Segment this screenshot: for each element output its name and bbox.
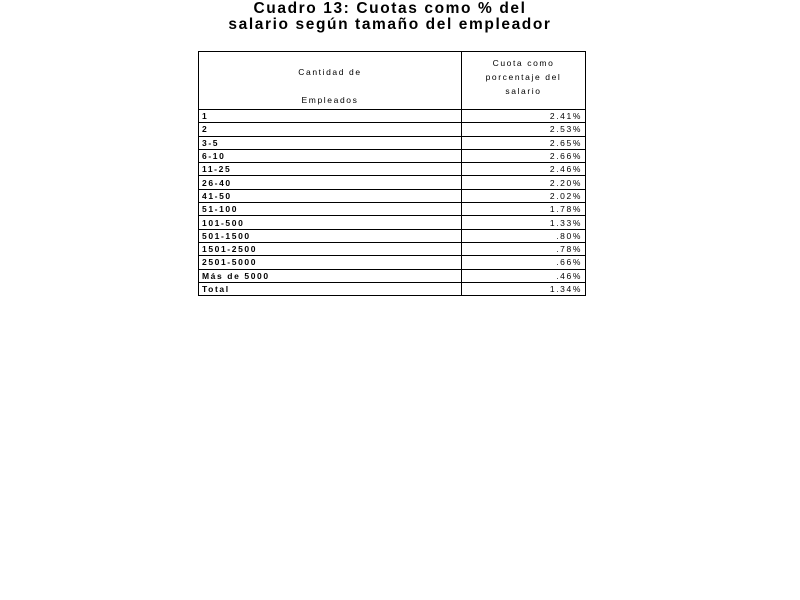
row-label: 2 [199,123,462,136]
row-label: 6-10 [199,149,462,162]
row-value: 2.66% [462,149,586,162]
total-label: Total [199,282,462,295]
table-row [199,242,586,255]
row-value: .78% [462,242,586,255]
header-quota-line-1: Cuota como [492,58,555,68]
header-employees-line-1: Cantidad de [298,67,362,77]
row-value: .66% [462,256,586,269]
row-value: 1.33% [462,216,586,229]
header-quota-line-2: porcentaje del [485,72,562,82]
header-employees-line-2: Empleados [301,95,359,105]
header-quota [462,52,586,110]
table-row [199,203,586,216]
row-value: 2.41% [462,110,586,123]
row-label: Más de 5000 [199,269,462,282]
header-quota-line-3: salario [505,86,542,96]
table-row [199,189,586,202]
table-row [199,229,586,242]
title-line-2: salario según tamaño del empleador [228,16,552,33]
header-employees [199,52,462,110]
row-value: 2.46% [462,163,586,176]
row-value: .46% [462,269,586,282]
row-label: 101-500 [199,216,462,229]
table-row [199,110,586,123]
title-line-1: Cuadro 13: Cuotas como % del [253,0,527,17]
table-total-row [199,282,586,295]
row-label: 51-100 [199,203,462,216]
table-row [199,136,586,149]
row-label: 501-1500 [199,229,462,242]
table-row [199,216,586,229]
row-value: .80% [462,229,586,242]
table-row [199,163,586,176]
row-value: 2.02% [462,189,586,202]
table-title [200,1,580,33]
table-row [199,256,586,269]
table-row [199,149,586,162]
table-row [199,123,586,136]
row-value: 2.65% [462,136,586,149]
row-label: 1501-2500 [199,242,462,255]
row-label: 11-25 [199,163,462,176]
row-label: 41-50 [199,189,462,202]
row-value: 2.53% [462,123,586,136]
table-header-row [199,52,586,110]
table-row [199,176,586,189]
table-row [199,269,586,282]
quota-table [198,51,586,296]
row-value: 1.78% [462,203,586,216]
row-value: 2.20% [462,176,586,189]
row-label: 3-5 [199,136,462,149]
row-label: 26-40 [199,176,462,189]
total-value: 1.34% [462,282,586,295]
row-label: 2501-5000 [199,256,462,269]
row-label: 1 [199,110,462,123]
